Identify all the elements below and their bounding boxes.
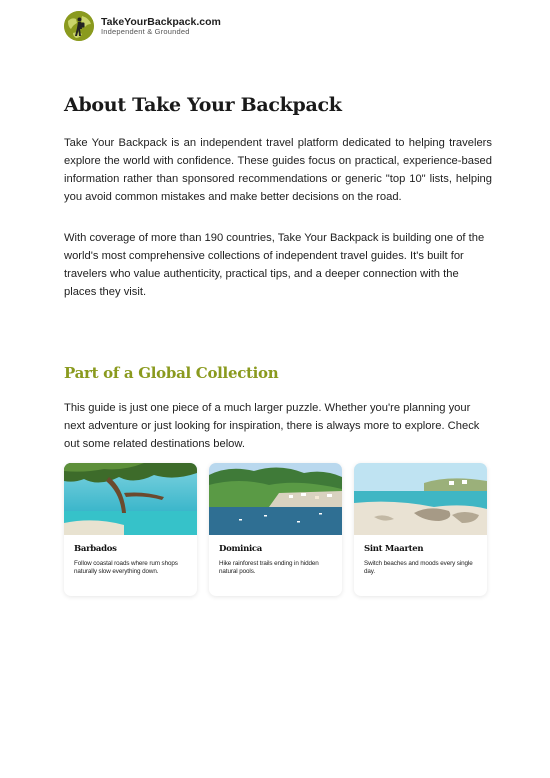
collection-intro: This guide is just one piece of a much larger puzzle. Whether you're planning your next adventure or just looking for inspiration, there is always more to explore. Check out some related destinations below. [64,402,480,450]
section-title: Part of a Global Collection [64,364,279,382]
card-description: Hike rainforest trails ending in hidden natural pools. [219,560,319,575]
sint-maarten-photo [354,463,487,535]
page-title: About Take Your Backpack [64,94,342,116]
card-title: Dominica [219,544,262,554]
about-paragraph-2: With coverage of more than 190 countries, Take Your Backpack is building one of the world's most comprehensive collections of independent travel guides. It's built for travelers who value authenticity, practical tips, and a deeper connection with the places they visit. [64,232,485,298]
dominica-photo [209,463,342,535]
card-description: Switch beaches and moods every single day. [364,560,473,575]
destination-card-dominica[interactable] [209,463,342,596]
card-title: Barbados [74,544,117,554]
destination-card-barbados[interactable] [64,463,197,596]
brand-name[interactable]: TakeYourBackpack.com [101,15,221,28]
card-description: Follow coastal roads where rum shops naturally slow everything down. [74,560,178,575]
barbados-photo [64,463,197,535]
brand [101,17,221,36]
destination-cards [64,463,487,596]
about-paragraph-1: Take Your Backpack is an independent travel platform dedicated to helping travelers explore the world with confidence. These guides focus on practical, experience-based information rather than sponsored recommendations or generic "top 10" lists, helping you avoid common mistakes and make better decisions on the road. [64,137,492,203]
brand-tagline: Independent & Grounded [101,27,190,36]
destination-card-sint-maarten[interactable] [354,463,487,596]
globe-backpacker-icon[interactable] [64,11,94,41]
card-title: Sint Maarten [364,544,424,554]
site-header [64,11,221,41]
